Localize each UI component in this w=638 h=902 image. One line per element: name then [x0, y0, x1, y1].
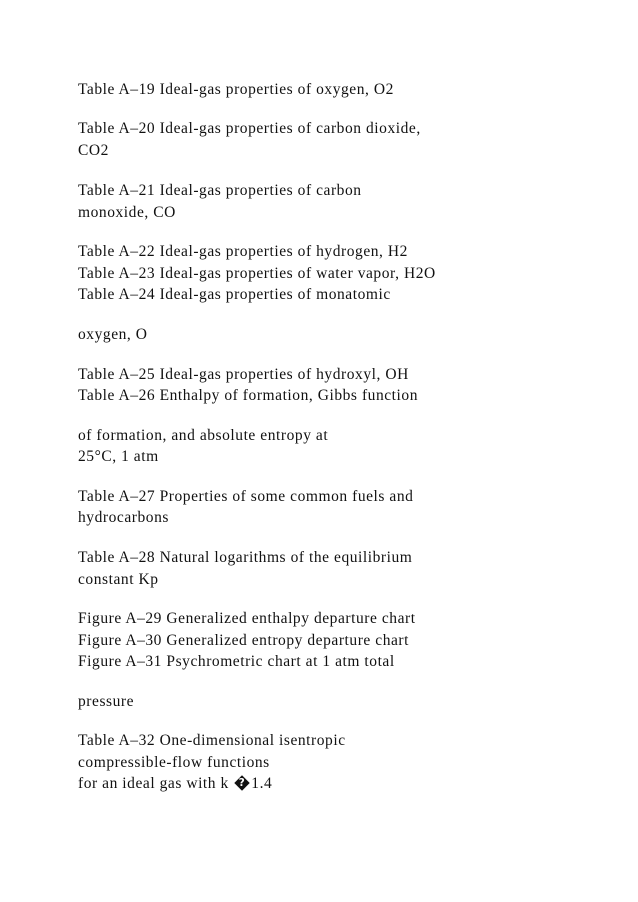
toc-line-a24: Table A–24 Ideal-gas properties of monatomic — [78, 286, 391, 303]
toc-line-a32: Table A–32 One-dimensional isentropic — [78, 732, 346, 749]
toc-line-a32-cont2 — [78, 774, 272, 794]
toc-line-a21: Table A–21 Ideal-gas properties of carbon — [78, 182, 362, 199]
toc-line-a19: Table A–19 Ideal-gas properties of oxygen, O2 — [78, 81, 394, 98]
toc-line-a28: Table A–28 Natural logarithms of the equilibrium — [78, 549, 413, 566]
toc-line-a22: Table A–22 Ideal-gas properties of hydrogen, H2 — [78, 243, 408, 260]
toc-line-a30: Figure A–30 Generalized entropy departure chart — [78, 632, 409, 649]
toc-line-a26-cont: of formation, and absolute entropy at — [78, 427, 329, 444]
toc-line-a31: Figure A–31 Psychrometric chart at 1 atm total — [78, 653, 395, 670]
toc-line-a29: Figure A–29 Generalized enthalpy departure chart — [78, 610, 416, 627]
toc-line-a21-cont: monoxide, CO — [78, 204, 176, 221]
toc-line-a25: Table A–25 Ideal-gas properties of hydroxyl, OH — [78, 366, 409, 383]
toc-line-a26: Table A–26 Enthalpy of formation, Gibbs function — [78, 387, 418, 404]
toc-line-a32-cont2-text: for an ideal gas with k — [78, 775, 229, 792]
toc-line-a23: Table A–23 Ideal-gas properties of water vapor, H2O — [78, 265, 436, 282]
toc-line-a24-cont: oxygen, O — [78, 326, 148, 343]
toc-line-a32-k-value: 1.4 — [251, 775, 273, 792]
toc-line-a32-cont: compressible-flow functions — [78, 754, 270, 771]
toc-line-a28-cont: constant Kp — [78, 571, 159, 588]
toc-line-a31-cont: pressure — [78, 693, 135, 710]
replacement-character-icon — [235, 775, 250, 790]
toc-line-a20: Table A–20 Ideal-gas properties of carbon dioxide, — [78, 120, 421, 137]
toc-line-a27-cont: hydrocarbons — [78, 509, 169, 526]
toc-line-a20-cont: CO2 — [78, 142, 109, 159]
toc-line-a27: Table A–27 Properties of some common fuels and — [78, 488, 414, 505]
toc-line-a26-cont2: 25°C, 1 atm — [78, 448, 159, 465]
